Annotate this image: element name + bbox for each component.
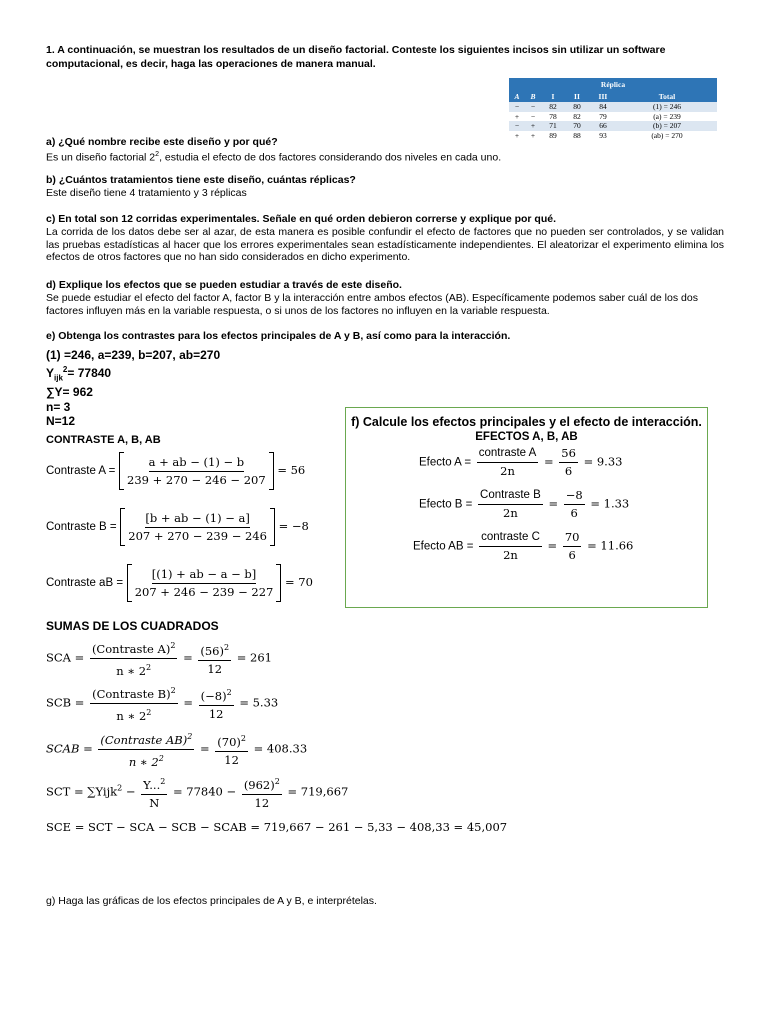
- effects-subtitle: EFECTOS A, B, AB: [475, 431, 578, 443]
- answer-d: Se puede estudiar el efecto del factor A, factor B y la interacción entre ambos efectos (AB). Específicamente podemos saber cuál de los dos factores influyen más en la variable respuesta, o si unos de los factores no influyen en la variable respuesta.: [46, 292, 698, 317]
- table-cell: 82: [541, 102, 565, 112]
- sum-y-line: ∑Y= 962: [46, 385, 93, 400]
- scb-denominator-value: 12: [208, 706, 224, 721]
- y-superscript: 2: [62, 364, 68, 374]
- effect-b-denominator-value: 6: [570, 506, 578, 520]
- sct-label: SCT = ∑Yijk: [46, 784, 118, 799]
- sct-equation: [46, 774, 348, 811]
- contrast-a-formula: a + ab − (1) − b: [149, 454, 245, 472]
- effect-ab-label: Efecto AB =: [413, 540, 474, 553]
- contrast-a-bracket: [119, 452, 274, 490]
- sca-equals: =: [183, 650, 193, 665]
- contrast-a-label: Contraste A =: [46, 465, 116, 477]
- answer-a: [46, 149, 501, 164]
- table-row: [509, 102, 717, 112]
- table-cell: (b) = 207: [617, 121, 717, 131]
- sca-denominator-exp: 2: [146, 662, 152, 672]
- answer-a-text: Es un diseño factorial 2: [46, 151, 156, 164]
- scb-equation: [46, 683, 278, 724]
- contrast-b-result: = −8: [278, 519, 309, 533]
- effect-b-result: = 1.33: [590, 496, 630, 511]
- contrast-ab-formula: [(1) + ab − a − b]: [152, 566, 257, 584]
- scab-result: = 408.33: [253, 741, 308, 756]
- effect-b-equals: =: [548, 496, 559, 511]
- effect-a-result: = 9.33: [583, 454, 623, 469]
- scb-label: SCB =: [46, 695, 85, 710]
- sct-numerator-value: (962): [243, 777, 275, 792]
- effect-a-denominator-value: 6: [564, 464, 573, 478]
- table-cell: (a) = 239: [617, 112, 717, 122]
- table-cell: 78: [541, 112, 565, 122]
- sca-label: SCA =: [46, 650, 85, 665]
- effect-b-denominator: 2n: [503, 506, 518, 520]
- effect-b-equation: [419, 488, 629, 521]
- scab-numerator-value: (70): [217, 734, 241, 749]
- effect-ab-equation: [413, 530, 633, 563]
- table-cell: 93: [589, 131, 617, 141]
- sca-numerator: (Contraste A): [91, 641, 171, 656]
- question-c: c) En total son 12 corridas experimentales. Señale en qué orden debieron correrse y explique por qué.: [46, 213, 556, 225]
- table-cell: −: [525, 102, 541, 112]
- sca-numerator-value: (56): [200, 643, 224, 658]
- sum-squares-line: [46, 363, 220, 386]
- table-header: III: [589, 90, 617, 102]
- table-cell: (ab) = 270: [617, 131, 717, 141]
- question-g: g) Haga las gráficas de los efectos principales de A y B, e interprételas.: [46, 895, 377, 907]
- n-line: n= 3: [46, 399, 71, 414]
- answer-a-text-rest: , estudia el efecto de dos factores considerando dos niveles en cada uno.: [159, 151, 502, 164]
- N-line: N=12: [46, 414, 76, 429]
- scb-numerator: (Contraste B): [92, 686, 171, 701]
- totals-line: (1) =246, a=239, b=207, ab=270: [46, 348, 221, 362]
- effect-a-numerator: contraste A: [477, 446, 539, 463]
- sct-numerator-value-exp: 2: [274, 777, 280, 786]
- sct-denominator-value: 12: [254, 795, 270, 810]
- effect-ab-numerator: contraste C: [479, 530, 542, 547]
- table-cell: 71: [541, 121, 565, 131]
- scab-denominator-exp: 2: [158, 753, 164, 763]
- sct-result: = 719,667: [287, 784, 349, 799]
- intro-statement: 1. A continuación, se muestran los resultados de un diseño factorial. Conteste los siguientes incisos sin utilizar un software computacional, es decir, haga las operaciones de manera manual.: [46, 44, 666, 70]
- contrast-b-label: Contraste B =: [46, 521, 117, 533]
- effect-ab-denominator-value: 6: [568, 548, 576, 562]
- sct-denominator: N: [149, 795, 160, 810]
- sct-minus: −: [125, 784, 136, 799]
- contrast-ab-result: = 70: [284, 575, 313, 589]
- scb-numerator-value-exp: 2: [226, 687, 232, 697]
- sct-numerator-exp: 2: [160, 777, 166, 786]
- effect-ab-numerator-value: 70: [563, 530, 582, 547]
- contrast-b-equation: [46, 508, 309, 546]
- contrast-a-values: 239 + 270 − 246 − 207: [127, 473, 266, 487]
- effect-a-equation: [419, 446, 622, 479]
- table-cell: −: [509, 121, 525, 131]
- scb-numerator-exp: 2: [170, 686, 176, 695]
- table-cell: 89: [541, 131, 565, 141]
- sct-label-exp: 2: [117, 783, 123, 793]
- answer-a-exponent: 2: [155, 151, 160, 158]
- contrast-b-values: 207 + 270 − 239 − 246: [128, 529, 267, 543]
- scb-numerator-value: (−8): [200, 688, 227, 703]
- question-a: a) ¿Qué nombre recibe este diseño y por qué?: [46, 136, 278, 148]
- given-values: [46, 348, 220, 429]
- effect-a-denominator: 2n: [500, 464, 515, 478]
- answer-b: Este diseño tiene 4 tratamiento y 3 réplicas: [46, 187, 247, 199]
- answer-c: La corrida de los datos debe ser al azar, de esta manera es posible confundir el efecto de factores que no pueden ser controlados, y se validan las pruebas estadísticas al hacer que los errores experimentales sean estadísticamente independientes. El aleatorizar el experimento elimina los efectos de otros factores que no han sido considerados en dicho experimento.: [46, 226, 724, 264]
- sca-denominator-value: 12: [207, 661, 223, 676]
- replica-table-container: [509, 78, 717, 140]
- table-header: I: [541, 90, 565, 102]
- table-cell: (1) = 246: [617, 102, 717, 112]
- sca-equation: [46, 638, 272, 679]
- contrast-ab-equation: [46, 564, 313, 602]
- table-cell: 88: [565, 131, 589, 141]
- table-cell: 80: [565, 102, 589, 112]
- effect-b-numerator: Contraste B: [478, 488, 543, 505]
- effects-title: f) Calcule los efectos principales y el efecto de interacción.: [351, 415, 702, 429]
- table-header: A: [509, 90, 525, 102]
- table-cell: 70: [565, 121, 589, 131]
- effect-ab-denominator: 2n: [503, 548, 518, 562]
- scab-denominator: n ∗ 2: [128, 754, 159, 769]
- table-cell: +: [525, 121, 541, 131]
- scab-equals: =: [199, 741, 210, 756]
- table-row: [509, 112, 717, 122]
- contrast-a-equation: [46, 452, 305, 490]
- y-subscript: ijk: [54, 372, 63, 382]
- sce-equation: SCE = SCT − SCA − SCB − SCAB = 719,667 − 261 − 5,33 − 408,33 = 45,007: [46, 820, 508, 834]
- y-base: Y: [46, 365, 55, 380]
- effect-a-label: Efecto A =: [419, 456, 472, 469]
- scab-label: SCAB =: [46, 741, 93, 756]
- table-cell: +: [525, 131, 541, 141]
- effects-box: [345, 407, 708, 608]
- effect-b-numerator-value: −8: [564, 488, 585, 505]
- contrast-heading: CONTRASTE A, B, AB: [46, 434, 161, 446]
- effect-ab-result: = 11.66: [587, 538, 634, 553]
- sca-numerator-value-exp: 2: [223, 642, 230, 652]
- replica-group-header: Réplica: [509, 78, 717, 90]
- squares-heading: SUMAS DE LOS CUADRADOS: [46, 619, 219, 633]
- sca-numerator-exp: 2: [170, 641, 176, 650]
- scab-denominator-value: 12: [224, 752, 239, 767]
- sct-middle: = 77840 −: [172, 784, 237, 799]
- table-row: [509, 121, 717, 131]
- y-value: = 77840: [67, 365, 112, 380]
- replica-table: [509, 78, 717, 140]
- scab-equation: [46, 729, 307, 770]
- effect-ab-equals: =: [547, 538, 558, 553]
- effect-b-label: Efecto B =: [419, 498, 473, 511]
- table-row: [509, 131, 717, 141]
- table-header: B: [525, 90, 541, 102]
- scb-result: = 5.33: [239, 695, 279, 710]
- sca-result: = 261: [236, 650, 272, 665]
- table-cell: 82: [565, 112, 589, 122]
- question-b: b) ¿Cuántos tratamientos tiene este diseño, cuántas réplicas?: [46, 174, 356, 186]
- contrast-b-bracket: [120, 508, 275, 546]
- effect-a-equals: =: [543, 454, 554, 469]
- table-cell: +: [509, 112, 525, 122]
- table-cell: −: [525, 112, 541, 122]
- table-cell: 66: [589, 121, 617, 131]
- sct-numerator: Y...: [143, 777, 161, 792]
- table-cell: 79: [589, 112, 617, 122]
- scb-equals: =: [183, 695, 193, 710]
- scb-denominator: n ∗ 2: [116, 708, 147, 723]
- scb-denominator-exp: 2: [146, 707, 152, 717]
- table-header: II: [565, 90, 589, 102]
- sca-denominator: n ∗ 2: [116, 663, 147, 678]
- scab-numerator-exp: 2: [187, 732, 193, 741]
- contrast-a-result: = 56: [277, 463, 306, 477]
- contrast-ab-label: Contraste aB =: [46, 577, 124, 589]
- question-e: e) Obtenga los contrastes para los efectos principales de A y B, así como para la interacción.: [46, 330, 511, 342]
- table-cell: +: [509, 131, 525, 141]
- contrast-ab-values: 207 + 246 − 239 − 227: [134, 585, 274, 599]
- table-header: Total: [617, 90, 717, 102]
- contrast-ab-bracket: [127, 564, 282, 602]
- contrast-b-formula: [b + ab − (1) − a]: [145, 510, 250, 528]
- scab-numerator-value-exp: 2: [240, 733, 246, 743]
- table-cell: 84: [589, 102, 617, 112]
- question-d: d) Explique los efectos que se pueden estudiar a través de este diseño.: [46, 279, 402, 291]
- scab-numerator: (Contraste AB): [100, 732, 188, 747]
- effect-a-numerator-value: 56: [559, 446, 578, 463]
- table-cell: −: [509, 102, 525, 112]
